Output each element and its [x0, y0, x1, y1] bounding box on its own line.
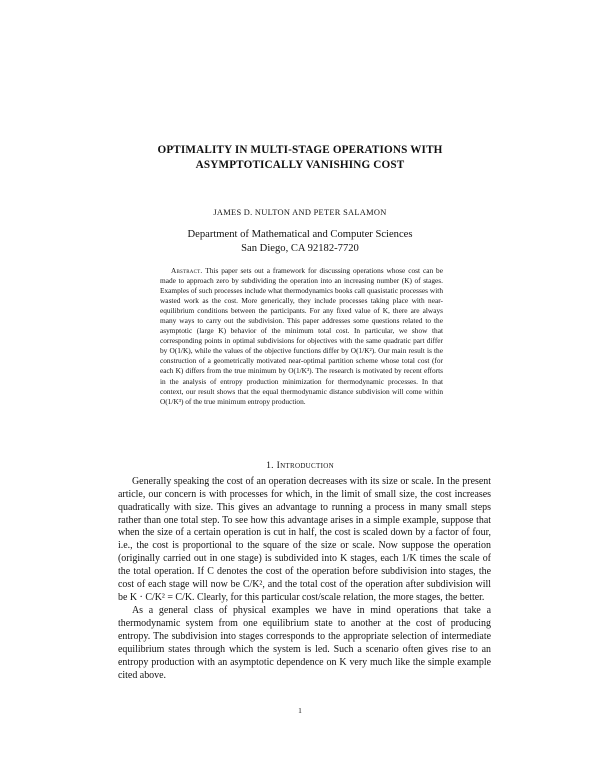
paragraph-2: As a general class of physical examples we have in mind operations that take a thermodynamic system from one equilibrium state to another at the cost of producing entropy. The subdivision into stages corresponds to the appropriate selection of intermediate equilibrium states through which the system is led. Such a scenario often gives rise to an entropy production with an asymptotic dependence on K very much like the simple example cited above. [118, 605, 491, 681]
affiliation-line-2: San Diego, CA 92182-7720 [241, 242, 359, 254]
title-line-1: OPTIMALITY IN MULTI-STAGE OPERATIONS WITH [157, 144, 443, 156]
paper-authors: JAMES D. NULTON AND PETER SALAMON [213, 208, 387, 217]
abstract-label: Abstract. [171, 266, 203, 275]
title-line-2: ASYMPTOTICALLY VANISHING COST [195, 159, 405, 171]
abstract-text: This paper sets out a framework for discussing operations whose cost can be made to approach zero by subdividing the operation into an increasing number (K) of stages. Examples of such processes include what thermodynamics books call quasistatic processes with wasted work as the cost. More generically, they include processes taking place with near-equilibrium conditions between the participants. For any fixed value of K, there are always many ways to carry out the subdivision. This paper addresses some questions related to the asymptotic (large K) behavior of the minimum total cost. In particular, we show that corresponding points in optimal subdivisions for objectives with the same quadratic part differ by O(1/K), while the values of the objective functions differ by O(1/K²). Our main result is the construction of a geometrically motivated near-optimal partition scheme whose total cost (for each K) differs from the true minimum by O(1/K³). The research is motivated by recent efforts in the analysis of entropy production minimization for thermodynamic processes. In that context, our result shows that the equal thermodynamic distance subdivision will come within O(1/K³) of the true minimum entropy production. [160, 266, 443, 406]
paragraph-1: Generally speaking the cost of an operation decreases with its size or scale. In the present article, our concern is with processes for which, in the limit of small size, the cost increases quadratically with size. This gives an advantage to running a process in many small steps rather than one total step. To see how this advantage arises in a simple example, suppose that when the size of a certain operation is cut in half, the cost is scaled down by a factor of four, i.e., the cost is proportional to the square of the size or scale. Now suppose the operation (originally carried out in one stage) is subdivided into K stages, each 1/K times the scale of the total operation. If C denotes the cost of the operation before subdivision into stages, the cost of each stage will now be C/K², and the total cost of the operation after subdivision will be K · C/K² = C/K. Clearly, for this particular cost/scale relation, the more stages, the better. [118, 476, 491, 603]
affiliation-line-1: Department of Mathematical and Computer Sciences [187, 229, 413, 240]
section-heading-introduction: 1. Introduction [266, 460, 334, 471]
abstract [160, 266, 443, 407]
page-number: 1 [298, 706, 302, 715]
body-text [118, 476, 491, 683]
paper-title [100, 143, 500, 173]
paper-affiliation [100, 228, 500, 255]
